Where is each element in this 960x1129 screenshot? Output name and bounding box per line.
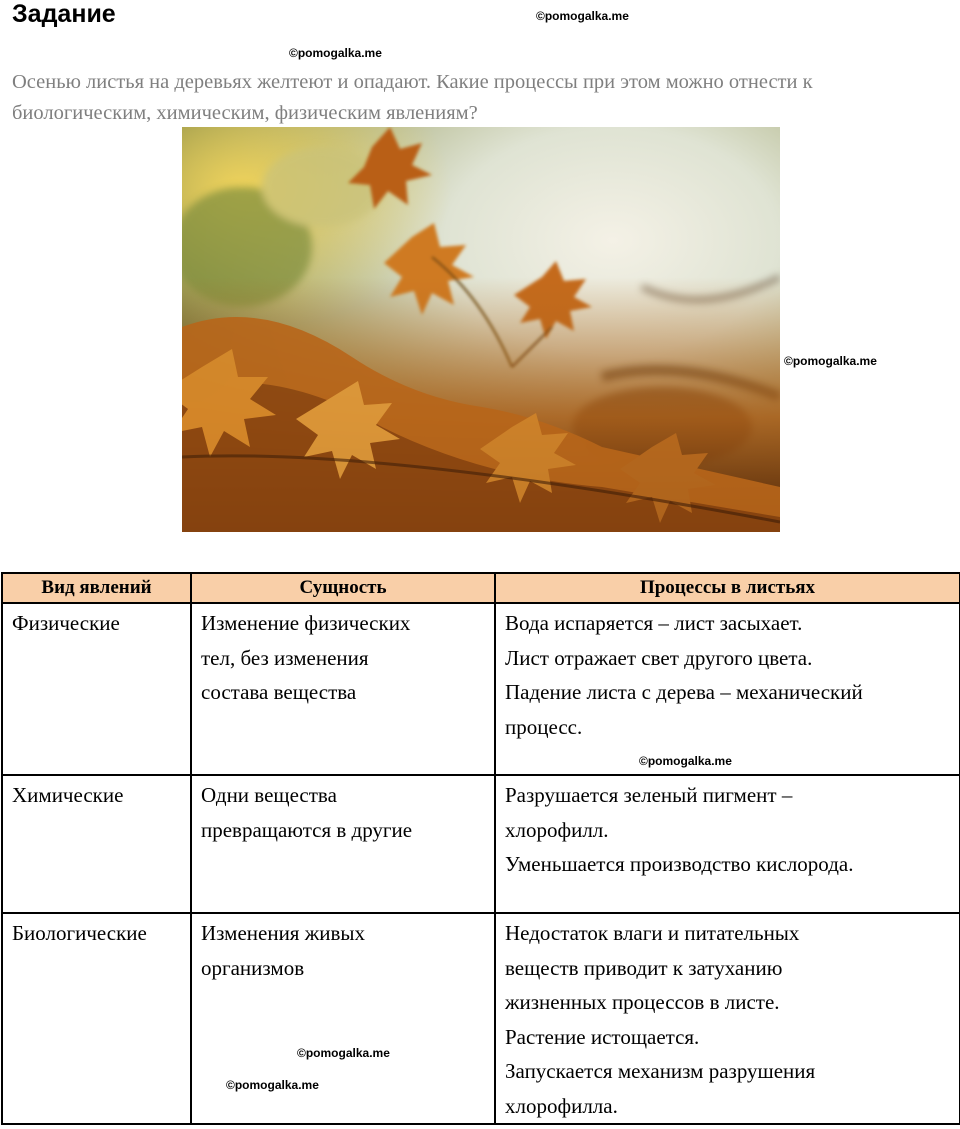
essence-cell <box>191 775 495 913</box>
phenomena-table <box>1 572 960 1125</box>
essence-line: Изменения живых <box>201 921 365 945</box>
phenomenon-type: Биологические <box>2 913 191 1124</box>
process-line: хлорофилл. <box>505 817 609 842</box>
process-line: процесс. <box>505 714 583 739</box>
column-header-processes: Процессы в листьях <box>495 573 960 603</box>
processes-cell <box>495 603 960 775</box>
watermark: ©pomogalka.me <box>784 354 877 368</box>
watermark: ©pomogalka.me <box>639 754 732 768</box>
autumn-leaves-photo <box>182 127 780 532</box>
phenomenon-type: Химические <box>2 775 191 913</box>
processes-cell <box>495 913 960 1124</box>
watermark: ©pomogalka.me <box>289 46 382 60</box>
table-row-biological <box>2 913 960 1124</box>
table-row-physical <box>2 603 960 775</box>
processes-cell <box>495 775 960 913</box>
essence-line: тел, без изменения <box>201 645 369 670</box>
table-header-row <box>2 573 960 603</box>
process-line: жизненных процессов в листе. <box>505 990 780 1014</box>
essence-line: организмов <box>201 955 305 980</box>
table-row-chemical <box>2 775 960 913</box>
column-header-type: Вид явлений <box>2 573 191 603</box>
watermark: ©pomogalka.me <box>297 1046 390 1060</box>
essence-line: превращаются в другие <box>201 817 413 842</box>
process-line: Растение истощается. <box>505 1024 700 1049</box>
process-line: Разрушается зеленый пигмент – <box>505 783 793 807</box>
essence-cell <box>191 603 495 775</box>
watermark: ©pomogalka.me <box>536 9 629 23</box>
process-line: Уменьшается производство кислорода. <box>505 852 854 876</box>
question-text: Осенью листья на деревьях желтеют и опадают. Какие процессы при этом можно отнести к биологическим, химическим, физическим явлениям? <box>12 71 813 124</box>
essence-line: состава вещества <box>201 680 357 704</box>
process-line: хлорофилла. <box>505 1093 618 1118</box>
essence-line: Одни вещества <box>201 783 337 807</box>
process-line: Падение листа с дерева – механический <box>505 680 863 704</box>
column-header-essence: Сущность <box>191 573 495 603</box>
process-line: веществ приводит к затуханию <box>505 955 783 980</box>
process-line: Лист отражает свет другого цвета. <box>505 645 813 670</box>
process-line: Вода испаряется – лист засыхает. <box>505 611 803 635</box>
essence-line: Изменение физических <box>201 611 411 635</box>
essence-cell <box>191 913 495 1124</box>
watermark: ©pomogalka.me <box>226 1078 319 1092</box>
phenomenon-type: Физические <box>2 603 191 775</box>
process-line: Запускается механизм разрушения <box>505 1059 816 1083</box>
page-title: Задание <box>12 0 116 28</box>
process-line: Недостаток влаги и питательных <box>505 921 800 945</box>
